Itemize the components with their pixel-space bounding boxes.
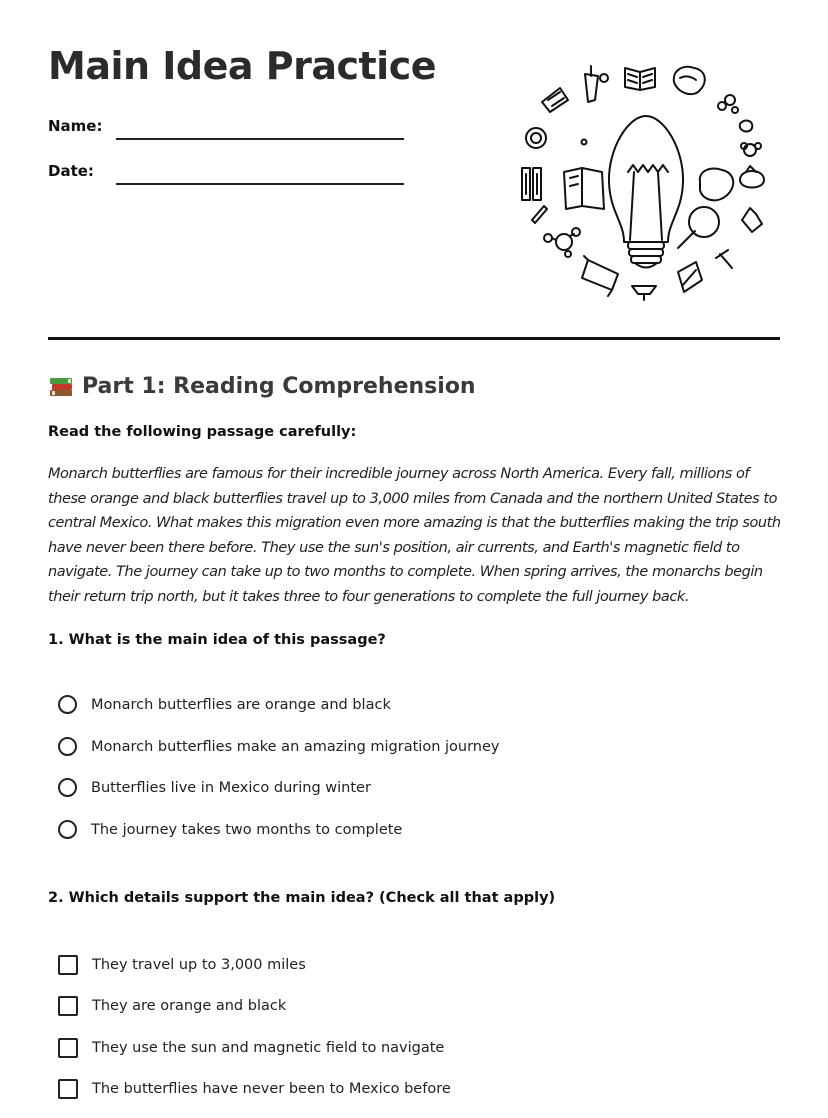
checkbox[interactable] (58, 1079, 78, 1099)
books-icon (48, 375, 74, 399)
page-title: Main Idea Practice (48, 44, 436, 88)
option-label: Monarch butterflies make an amazing migration journey (91, 738, 500, 755)
question-1-option[interactable] (58, 695, 391, 714)
question-1-option[interactable] (58, 820, 402, 839)
question-2-option[interactable] (58, 1079, 451, 1099)
question-1-prompt: 1. What is the main idea of this passage? (48, 632, 386, 648)
question-1-option[interactable] (58, 778, 371, 797)
option-label: The journey takes two months to complete (91, 821, 403, 838)
section-divider (48, 337, 780, 340)
option-label: They use the sun and magnetic field to navigate (92, 1040, 445, 1056)
checkbox[interactable] (58, 955, 78, 975)
question-2-option[interactable] (58, 1038, 444, 1058)
instruction-text: Read the following passage carefully: (48, 424, 357, 440)
option-label: They are orange and black (92, 998, 287, 1014)
radio-button[interactable] (58, 695, 77, 714)
lightbulb-ideas-icon (512, 54, 782, 310)
date-field[interactable] (116, 183, 404, 185)
date-label: Date: (48, 162, 94, 180)
option-label: Monarch butterflies are orange and black (91, 696, 391, 713)
part-1-title-text: Part 1: Reading Comprehension (82, 374, 476, 399)
radio-button[interactable] (58, 778, 77, 797)
question-1-option[interactable] (58, 737, 500, 756)
checkbox[interactable] (58, 1038, 78, 1058)
question-2-option[interactable] (58, 996, 286, 1016)
option-label: Butterflies live in Mexico during winter (91, 779, 371, 796)
question-2-option[interactable] (58, 955, 306, 975)
name-field[interactable] (116, 138, 404, 140)
name-label: Name: (48, 117, 103, 135)
reading-passage: Monarch butterflies are famous for their incredible journey across North America. Every fall, millions of these orange and black butterflies travel up to 3,000 miles from Canada and the northern United States to central Mexico. What makes this migration even more amazing is that the butterflies making the trip south have never been there before. They use the sun's position, air currents, and Earth's magnetic field to navigate. The journey can take up to two months to complete. When spring arrives, the monarchs begin their return trip north, but it takes three to four generations to complete the full journey back. (48, 466, 781, 605)
question-2-prompt: 2. Which details support the main idea? (Check all that apply) (48, 890, 556, 906)
checkbox[interactable] (58, 996, 78, 1016)
option-label: They travel up to 3,000 miles (92, 957, 306, 973)
radio-button[interactable] (58, 820, 77, 839)
radio-button[interactable] (58, 737, 77, 756)
part-1-title (48, 374, 476, 399)
option-label: The butterflies have never been to Mexico before (92, 1081, 451, 1097)
